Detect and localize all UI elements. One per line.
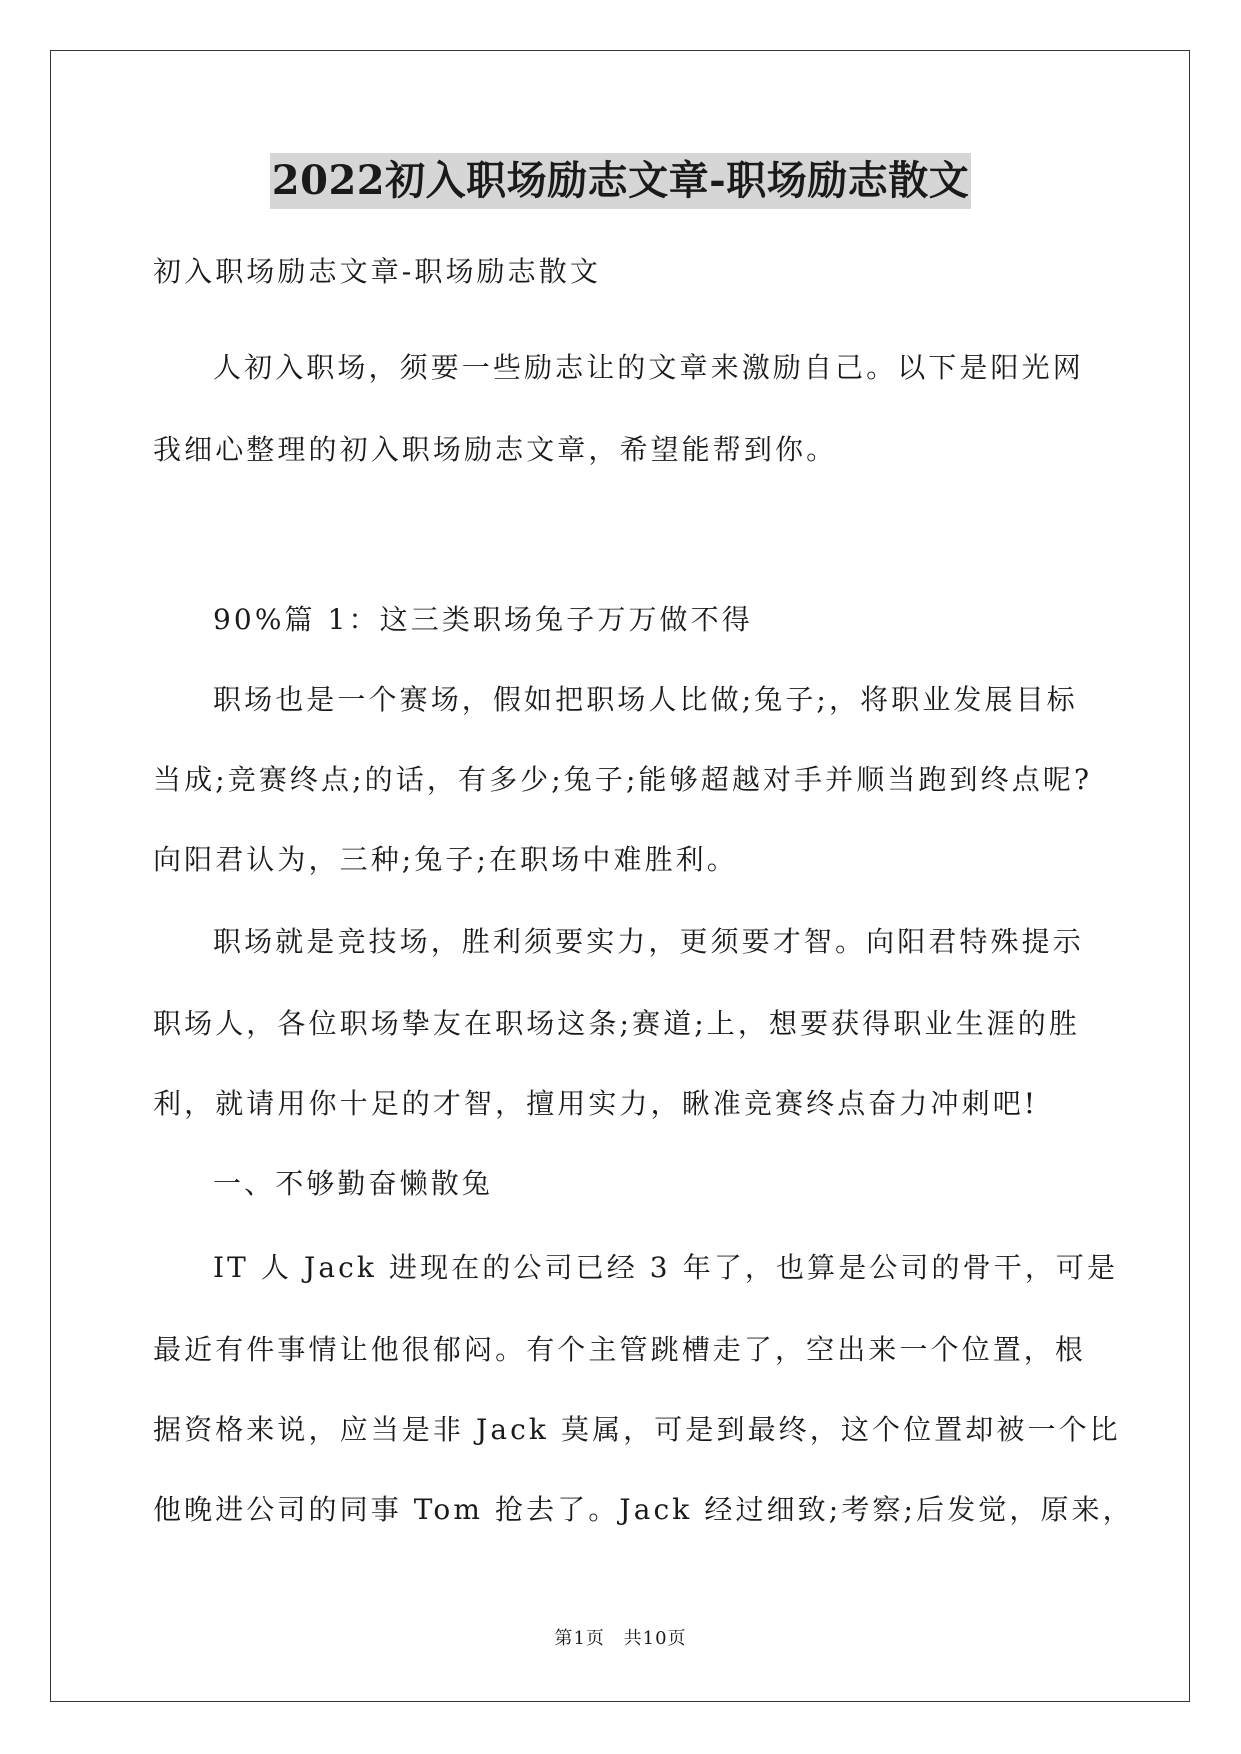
subtitle-line: 初入职场励志文章-职场励志散文 — [153, 255, 601, 288]
paragraph-line: 人初入职场，须要一些励志让的文章来激励自己。以下是阳光网 — [213, 351, 1084, 384]
paragraph-line: 最近有件事情让他很郁闷。有个主管跳槽走了，空出来一个位置，根 — [153, 1333, 1087, 1366]
subsection-heading: 一、不够勤奋懒散兔 — [213, 1167, 493, 1200]
page-total: 共10页 — [623, 1628, 687, 1649]
section-heading: 90%篇 1：这三类职场兔子万万做不得 — [213, 603, 753, 636]
page-footer — [0, 1624, 1241, 1650]
page-number: 第1页 — [554, 1628, 605, 1649]
paragraph-line: 利，就请用你十足的才智，擅用实力，瞅准竞赛终点奋力冲刺吧! — [153, 1087, 1039, 1120]
paragraph-line: 职场人，各位职场挚友在职场这条;赛道;上，想要获得职业生涯的胜 — [153, 1007, 1080, 1040]
document-title: 2022初入职场励志文章-职场励志散文 — [270, 153, 971, 209]
paragraph-line: IT 人 Jack 进现在的公司已经 3 年了，也算是公司的骨干，可是 — [213, 1251, 1119, 1284]
title-block — [0, 153, 1241, 209]
paragraph-line: 向阳君认为，三种;兔子;在职场中难胜利。 — [153, 843, 738, 876]
paragraph-line: 职场就是竞技场，胜利须要实力，更须要才智。向阳君特殊提示 — [213, 925, 1084, 958]
paragraph-line: 他晚进公司的同事 Tom 抢去了。Jack 经过细致;考察;后发觉，原来， — [153, 1493, 1134, 1526]
paragraph-line: 当成;竞赛终点;的话，有多少;兔子;能够超越对手并顺当跑到终点呢? — [153, 763, 1093, 796]
paragraph-line: 我细心整理的初入职场励志文章，希望能帮到你。 — [153, 433, 838, 466]
paragraph-line: 职场也是一个赛场，假如把职场人比做;兔子;，将职业发展目标 — [213, 683, 1078, 716]
paragraph-line: 据资格来说，应当是非 Jack 莫属，可是到最终，这个位置却被一个比 — [153, 1413, 1121, 1446]
